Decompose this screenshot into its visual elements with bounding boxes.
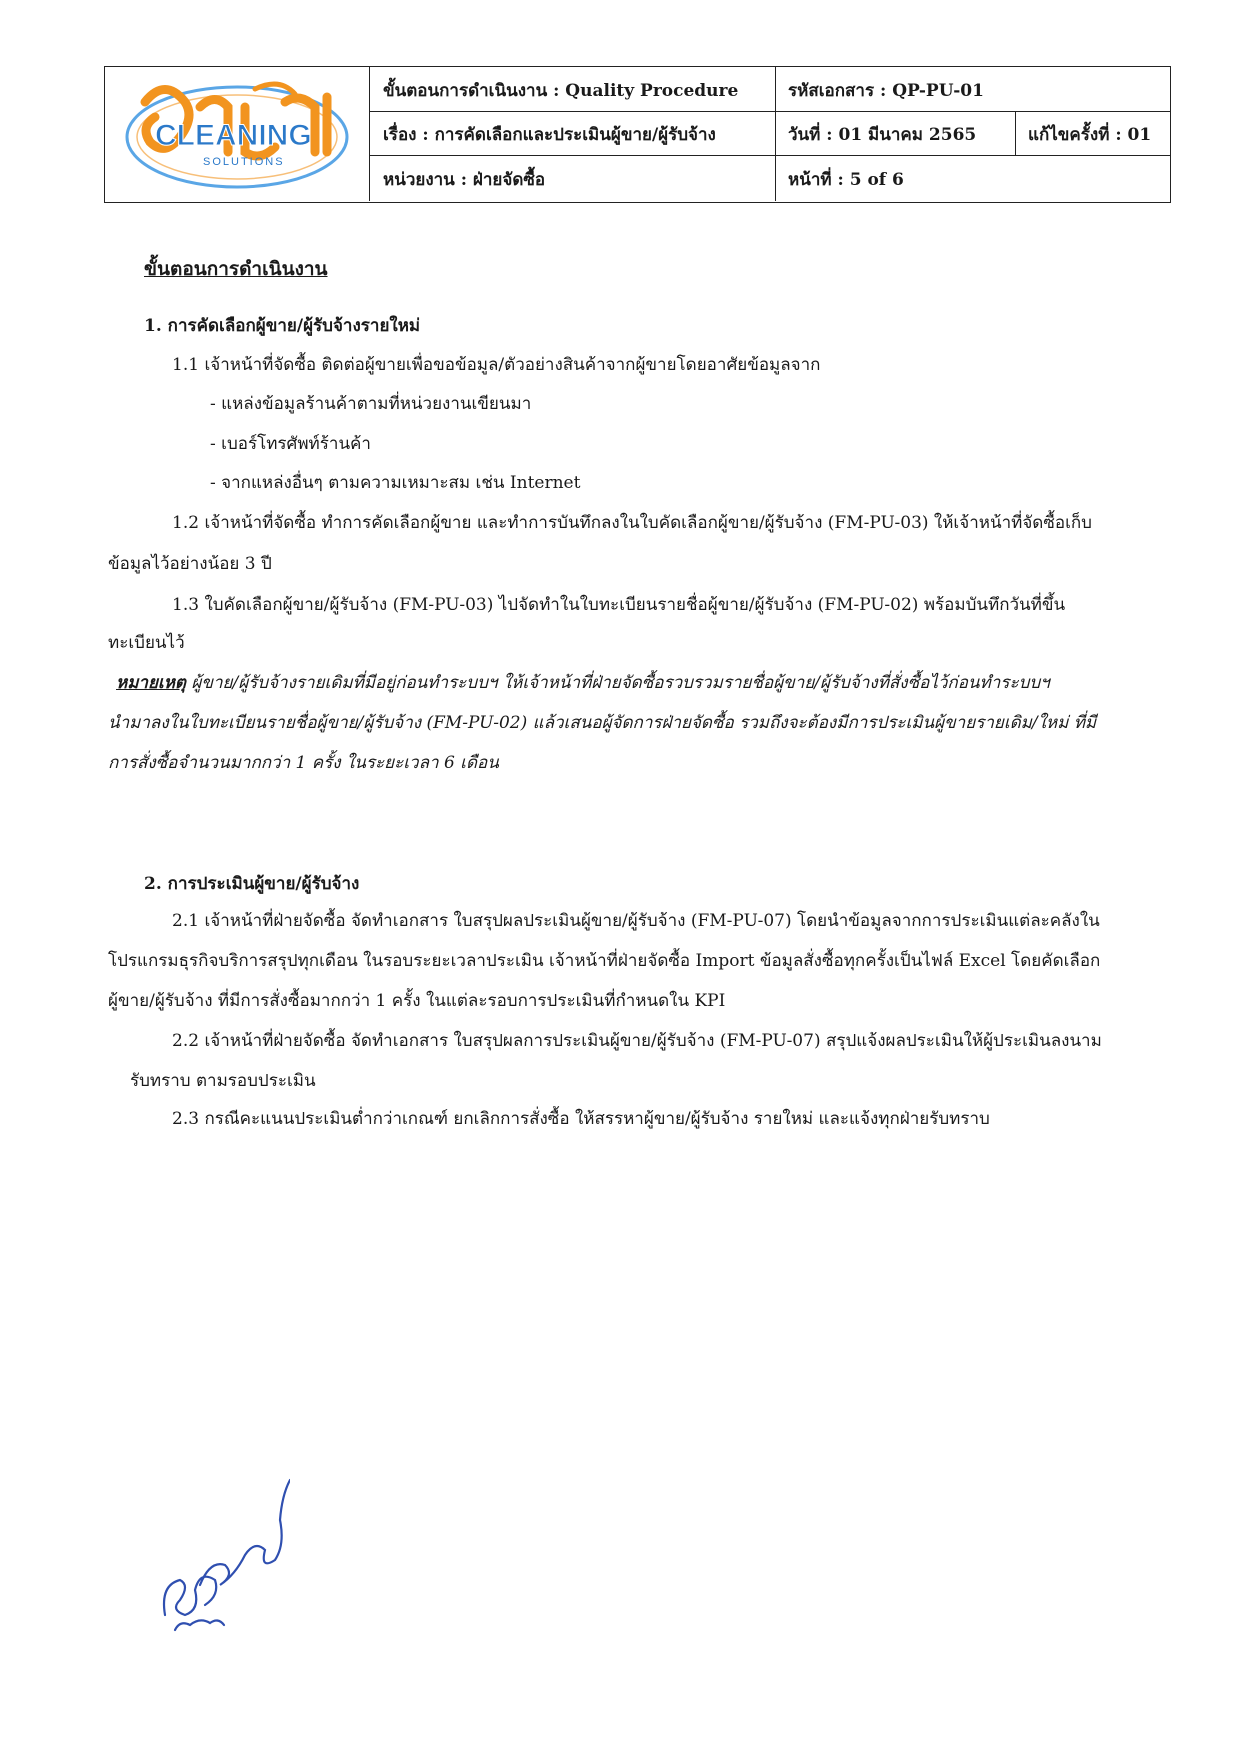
paragraph-1-2-cont: ข้อมูลไว้อย่างน้อย 3 ปี	[108, 554, 272, 574]
signature	[140, 1465, 290, 1645]
header-divider	[775, 67, 776, 201]
document-header-table	[104, 66, 1171, 203]
paragraph-1-3-cont: ทะเบียนไว้	[108, 633, 185, 653]
bullet-item: - แหล่งข้อมูลร้านค้าตามที่หน่วยงานเขียนมา	[210, 394, 532, 414]
header-divider	[370, 111, 1170, 112]
procedure-label: ขั้นตอนการดำเนินงาน : Quality Procedure	[383, 80, 739, 101]
bullet-item: - จากแหล่งอื่นๆ ตามความเหมาะสม เช่น Internet	[210, 473, 581, 493]
svg-text:SOLUTIONS: SOLUTIONS	[203, 156, 285, 168]
note-text: ผู้ขาย/ผู้รับจ้างรายเดิมที่มีอยู่ก่อนทำระบบฯ ให้เจ้าหน้าที่ฝ่ายจัดซื้อรวบรวมรายชื่อผู้ขาย/ผู้รับจ้างที่สั่งซื้อไว้ก่อนทำระบบฯ	[185, 673, 1050, 693]
header-divider	[370, 155, 1170, 156]
paragraph-2-1-cont: ผู้ขาย/ผู้รับจ้าง ที่มีการสั่งซื้อมากกว่า 1 ครั้ง ในแต่ละรอบการประเมินที่กำหนดใน KPI	[108, 991, 726, 1011]
note-label: หมายเหตุ	[116, 673, 186, 693]
svg-text:CLEANING: CLEANING	[155, 119, 312, 152]
paragraph-1-1: 1.1 เจ้าหน้าที่จัดซื้อ ติดต่อผู้ขายเพื่อขอข้อมูล/ตัวอย่างสินค้าจากผู้ขายโดยอาศัยข้อมูลจาก	[172, 355, 821, 375]
note-line: การสั่งซื้อจำนวนมากกว่า 1 ครั้ง ในระยะเวลา 6 เดือน	[108, 753, 499, 773]
page-number: หน้าที่ : 5 of 6	[788, 169, 904, 190]
bullet-item: - เบอร์โทรศัพท์ร้านค้า	[210, 434, 371, 454]
paragraph-1-2: 1.2 เจ้าหน้าที่จัดซื้อ ทำการคัดเลือกผู้ขาย และทำการบันทึกลงในใบคัดเลือกผู้ขาย/ผู้รับจ้าง (FM-PU-03) ให้เจ้าหน้าที่จัดซื้อเก็บ	[172, 513, 1092, 533]
logo-cell	[105, 67, 370, 201]
paragraph-2-2: 2.2 เจ้าหน้าที่ฝ่ายจัดซื้อ จัดทำเอกสาร ใบสรุปผลการประเมินผู้ขาย/ผู้รับจ้าง (FM-PU-07) สรุปแจ้งผลประเมินให้ผู้ประเมินลงนาม	[172, 1031, 1102, 1051]
paragraph-2-1: 2.1 เจ้าหน้าที่ฝ่ายจัดซื้อ จัดทำเอกสาร ใบสรุปผลประเมินผู้ขาย/ผู้รับจ้าง (FM-PU-07) โดยนำข้อมูลจากการประเมินแต่ละคลังใน	[172, 911, 1100, 931]
paragraph-1-3: 1.3 ใบคัดเลือกผู้ขาย/ผู้รับจ้าง (FM-PU-03) ไปจัดทำในใบทะเบียนรายชื่อผู้ขาย/ผู้รับจ้าง (FM-PU-02) พร้อมบันทึกวันที่ขึ้น	[172, 595, 1066, 615]
note-line: นำมาลงในใบทะเบียนรายชื่อผู้ขาย/ผู้รับจ้าง (FM-PU-02) แล้วเสนอผู้จัดการฝ่ายจัดซื้อ รวมถึงจะต้องมีการประเมินผู้ขายรายเดิม/ใหม่ ที่มี	[108, 713, 1097, 733]
paragraph-2-3: 2.3 กรณีคะแนนประเมินต่ำกว่าเกณฑ์ ยกเลิกการสั่งซื้อ ให้สรรหาผู้ขาย/ผู้รับจ้าง รายใหม่ และแจ้งทุกฝ่ายรับทราบ	[172, 1109, 990, 1129]
paragraph-2-1-cont: โปรแกรมธุรกิจบริการสรุปทุกเดือน ในรอบระยะเวลาประเมิน เจ้าหน้าที่ฝ่ายจัดซื้อ Import ข้อมูลสั่งซื้อทุกครั้งเป็นไฟล์ Excel โดยคัดเลือก	[108, 951, 1101, 971]
revision-number: แก้ไขครั้งที่ : 01	[1028, 124, 1152, 145]
department: หน่วยงาน : ฝ่ายจัดซื้อ	[383, 169, 546, 190]
note-line	[116, 672, 1050, 694]
document-code: รหัสเอกสาร : QP-PU-01	[788, 80, 984, 101]
section-1-title: 1. การคัดเลือกผู้ขาย/ผู้รับจ้างรายใหม่	[144, 316, 421, 336]
company-logo	[105, 67, 367, 201]
effective-date: วันที่ : 01 มีนาคม 2565	[788, 124, 977, 145]
section-heading: ขั้นตอนการดำเนินงาน	[144, 258, 328, 280]
section-2-title: 2. การประเมินผู้ขาย/ผู้รับจ้าง	[144, 874, 360, 894]
paragraph-2-2-cont: รับทราบ ตามรอบประเมิน	[130, 1071, 316, 1091]
document-subject: เรื่อง : การคัดเลือกและประเมินผู้ขาย/ผู้รับจ้าง	[383, 124, 716, 145]
header-divider	[1015, 111, 1016, 155]
